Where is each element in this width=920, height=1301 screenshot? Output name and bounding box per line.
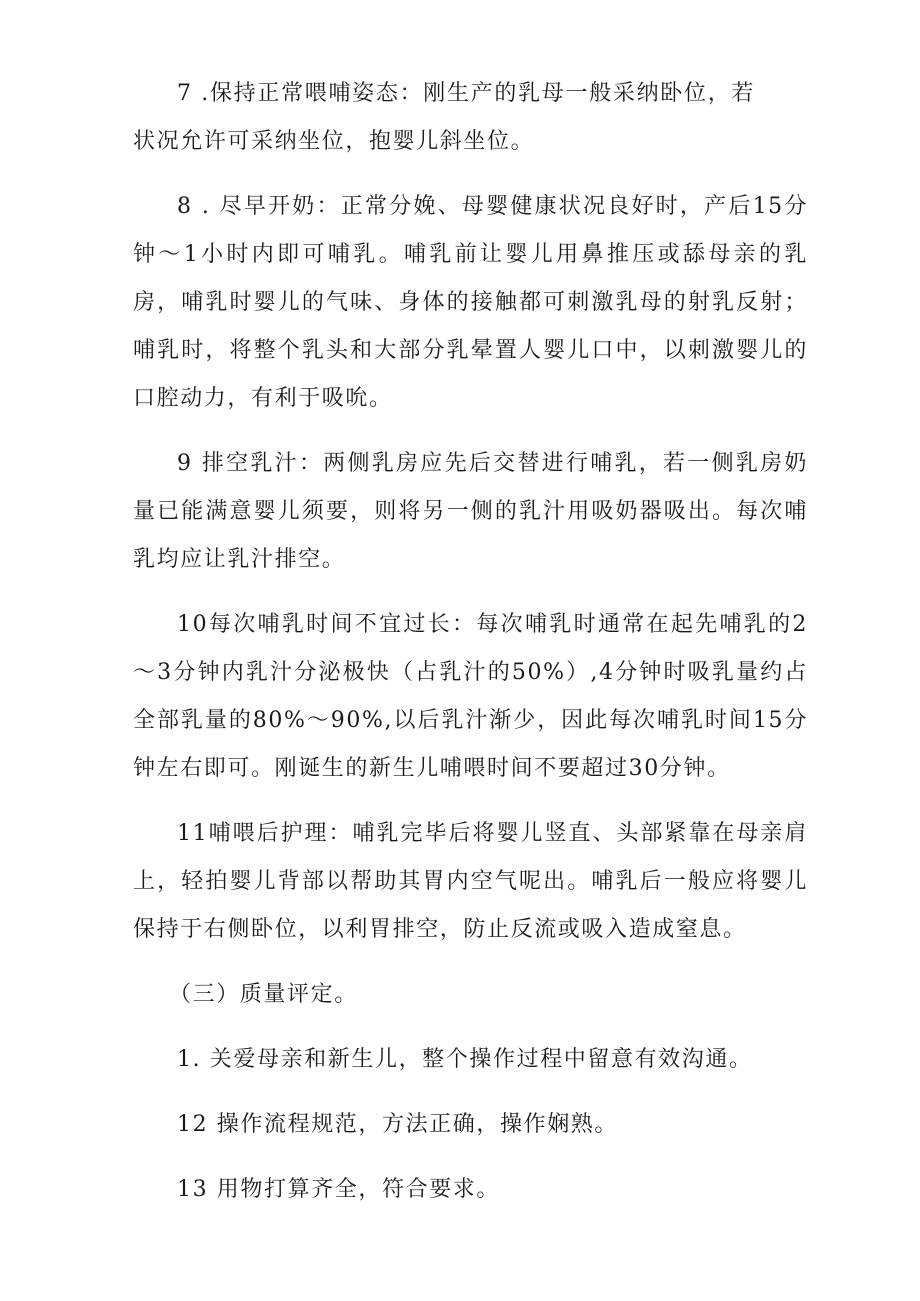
quality-item-13: 13 用物打算齐全，符合要求。	[177, 1177, 500, 1202]
quality-item-12: 12 操作流程规范，方法正确，操作娴熟。	[177, 1112, 618, 1137]
document-body	[133, 70, 808, 1231]
paragraph-10-feeding-duration: 10每次哺乳时间不宜过长：每次哺乳时通常在起先哺乳的2～3分钟内乳汁分泌极快（占乳汁的50%）,4分钟时吸乳量约占全部乳量的80%～90%,以后乳汁渐少，因此每次哺乳时间15分钟左右即可。刚诞生的新生儿哺喂时间不要超过30分钟。	[133, 612, 808, 781]
paragraph-11-post-feeding-care: 11哺喂后护理：哺乳完毕后将婴儿竖直、头部紧靠在母亲肩上，轻拍婴儿背部以帮助其胃内空气呢出。哺乳后一般应将婴儿保持于右侧卧位，以利胃排空，防止反流或吸入造成窒息。	[133, 821, 808, 942]
section-heading-quality-assessment: （三）质量评定。	[169, 982, 358, 1007]
paragraph-8-early-breastfeeding: 8 . 尽早开奶：正常分娩、母婴健康状况良好时，产后15分钟～1小时内即可哺乳。哺乳前让婴儿用鼻推压或舔母亲的乳房，哺乳时婴儿的气味、身体的接触都可刺激乳母的射乳反射；哺乳时，将整个乳头和大部分乳晕置人婴儿口中，以刺激婴儿的口腔动力，有利于吸吮。	[133, 194, 808, 411]
quality-item-1: 1. 关爱母亲和新生儿，整个操作过程中留意有效沟通。	[177, 1047, 753, 1072]
paragraph-9-empty-milk: 9 排空乳汁：两侧乳房应先后交替进行哺乳，若一侧乳房奶量已能满意婴儿须要，则将另一侧的乳汁用吸奶器吸出。每次哺乳均应让乳汁排空。	[133, 451, 808, 572]
paragraph-7-feeding-posture: 7 .保持正常喂哺姿态：刚生产的乳母一般采纳卧位，若状况允许可采纳坐位，抱婴儿斜坐位。	[133, 81, 755, 154]
